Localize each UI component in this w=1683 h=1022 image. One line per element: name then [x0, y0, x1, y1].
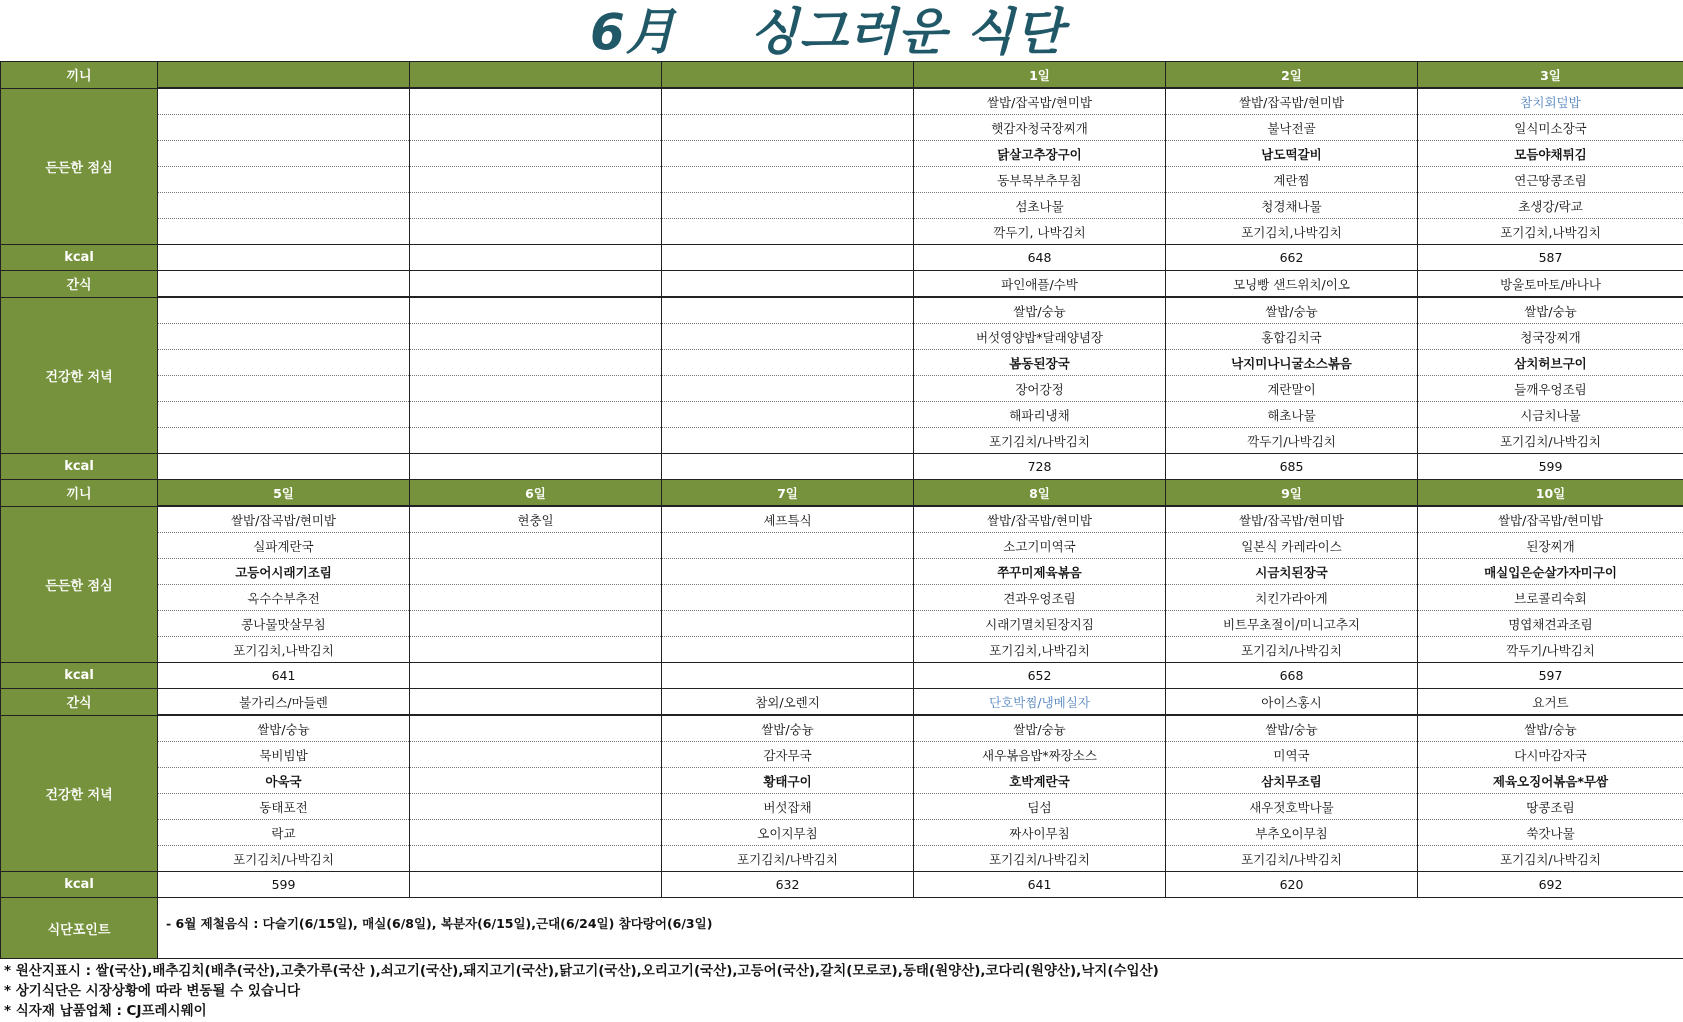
lunch-kcal-value [662, 245, 914, 271]
lunch-menu-item: 소고기미역국 [914, 533, 1166, 559]
table-row [1, 742, 1683, 768]
day-header: 10일 [1418, 480, 1683, 507]
dinner-menu-item [410, 428, 662, 454]
table-row [1, 559, 1683, 585]
lunch-menu-item: 닭살고추장구이 [914, 141, 1166, 167]
dinner-menu-item: 쌀밥/숭늉 [158, 715, 410, 742]
kcal-label: kcal [1, 872, 158, 898]
dinner-menu-item [410, 794, 662, 820]
lunch-menu-item [158, 219, 410, 245]
lunch-kcal-value: 662 [1166, 245, 1418, 271]
dinner-kcal-value [410, 872, 662, 898]
dinner-kcal-value: 728 [914, 454, 1166, 480]
snack-item: 아이스홍시 [1166, 689, 1418, 716]
day-header: 2일 [1166, 62, 1418, 89]
lunch-menu-item: 쌀밥/잡곡밥/현미밥 [914, 88, 1166, 115]
dinner-menu-item: 삼치무조림 [1166, 768, 1418, 794]
lunch-menu-item: 브로콜리숙회 [1418, 585, 1683, 611]
dinner-menu-item: 오이지무침 [662, 820, 914, 846]
dinner-menu-item [158, 402, 410, 428]
lunch-menu-item: 쌀밥/잡곡밥/현미밥 [1418, 506, 1683, 533]
lunch-menu-item: 햇감자청국장찌개 [914, 115, 1166, 141]
table-row [1, 297, 1683, 324]
lunch-menu-item: 남도떡갈비 [1166, 141, 1418, 167]
kcal-label: kcal [1, 454, 158, 480]
dinner-menu-item: 계란말이 [1166, 376, 1418, 402]
lunch-kcal-value [410, 245, 662, 271]
dinner-kcal-value [158, 454, 410, 480]
lunch-menu-item: 동부묵부추무침 [914, 167, 1166, 193]
lunch-menu-item: 옥수수부추전 [158, 585, 410, 611]
dinner-menu-item [158, 297, 410, 324]
day-header: 3일 [1418, 62, 1683, 89]
table-row [1, 794, 1683, 820]
dinner-menu-item [410, 742, 662, 768]
lunch-menu-item [662, 559, 914, 585]
table-row [1, 820, 1683, 846]
dinner-menu-item [662, 402, 914, 428]
dinner-menu-item: 포기김치/나박김치 [1418, 428, 1683, 454]
day-header [662, 62, 914, 89]
day-header: 5일 [158, 480, 410, 507]
lunch-menu-item [662, 219, 914, 245]
dinner-menu-item: 새우젓호박나물 [1166, 794, 1418, 820]
dinner-menu-item: 시금치나물 [1418, 402, 1683, 428]
lunch-kcal-value [158, 245, 410, 271]
dinner-menu-item: 쑥갓나물 [1418, 820, 1683, 846]
dinner-menu-item [662, 376, 914, 402]
lunch-menu-item: 견과우엉조림 [914, 585, 1166, 611]
table-row [1, 428, 1683, 454]
kcal-label: kcal [1, 245, 158, 271]
dinner-menu-item: 장어강정 [914, 376, 1166, 402]
dinner-menu-item [410, 324, 662, 350]
table-row [1, 611, 1683, 637]
lunch-menu-item [410, 637, 662, 663]
table-row [1, 376, 1683, 402]
menu-title [0, 0, 1683, 62]
table-row [1, 245, 1683, 271]
dinner-menu-item: 쌀밥/숭늉 [1166, 297, 1418, 324]
day-header: 8일 [914, 480, 1166, 507]
lunch-menu-item [158, 167, 410, 193]
dinner-kcal-value: 685 [1166, 454, 1418, 480]
dinner-kcal-value: 641 [914, 872, 1166, 898]
dinner-menu-item [158, 350, 410, 376]
dinner-menu-item: 포기김치/나박김치 [1418, 846, 1683, 872]
footnote-line: * 식자재 납품업체 : CJ프레시웨이 [4, 1003, 207, 1019]
table-row [1, 167, 1683, 193]
lunch-menu-item [158, 141, 410, 167]
table-row [1, 402, 1683, 428]
dinner-menu-item [662, 324, 914, 350]
dinner-menu-item: 쌀밥/숭늉 [1166, 715, 1418, 742]
table-row [1, 62, 1683, 89]
lunch-menu-item [158, 88, 410, 115]
dinner-kcal-value [662, 454, 914, 480]
dinner-menu-item: 들깨우엉조림 [1418, 376, 1683, 402]
lunch-menu-item [158, 115, 410, 141]
dinner-menu-item: 락교 [158, 820, 410, 846]
dinner-menu-item: 버섯잡채 [662, 794, 914, 820]
dinner-menu-item: 제육오징어볶음*무쌈 [1418, 768, 1683, 794]
table-row [1, 324, 1683, 350]
lunch-label: 든든한 점심 [1, 506, 158, 663]
lunch-menu-item: 포기김치,나박김치 [158, 637, 410, 663]
lunch-kcal-value: 597 [1418, 663, 1683, 689]
lunch-menu-item: 포기김치,나박김치 [914, 637, 1166, 663]
table-row [1, 480, 1683, 507]
dinner-menu-item [410, 715, 662, 742]
snack-item: 불가리스/마들렌 [158, 689, 410, 716]
lunch-menu-item [410, 219, 662, 245]
dinner-menu-item: 황태구이 [662, 768, 914, 794]
lunch-label: 든든한 점심 [1, 88, 158, 245]
table-row [1, 193, 1683, 219]
dinner-menu-item [662, 350, 914, 376]
table-row [1, 454, 1683, 480]
lunch-kcal-value: 587 [1418, 245, 1683, 271]
dinner-menu-item: 호박계란국 [914, 768, 1166, 794]
lunch-menu-item: 콩나물맛살무침 [158, 611, 410, 637]
lunch-menu-item [410, 141, 662, 167]
lunch-menu-item [410, 88, 662, 115]
dinner-menu-item: 쌀밥/숭늉 [914, 715, 1166, 742]
lunch-menu-item: 실파계란국 [158, 533, 410, 559]
table-row [1, 872, 1683, 898]
lunch-menu-item: 된장찌개 [1418, 533, 1683, 559]
lunch-menu-item: 명엽채견과조림 [1418, 611, 1683, 637]
day-header: 9일 [1166, 480, 1418, 507]
lunch-menu-item: 쭈꾸미제육볶음 [914, 559, 1166, 585]
table-row [1, 637, 1683, 663]
dinner-menu-item [410, 402, 662, 428]
lunch-menu-item: 참치회덮밥 [1418, 88, 1683, 115]
table-row [1, 219, 1683, 245]
dinner-menu-item: 버섯영양밥*달래양념장 [914, 324, 1166, 350]
snack-item [410, 689, 662, 716]
lunch-menu-item: 매실입은순살가자미구이 [1418, 559, 1683, 585]
snack-item: 방울토마토/바나나 [1418, 271, 1683, 298]
dinner-menu-item [410, 297, 662, 324]
dinner-menu-item [158, 324, 410, 350]
dinner-menu-item [410, 768, 662, 794]
dinner-menu-item: 부추오이무침 [1166, 820, 1418, 846]
dinner-menu-item: 청국장찌개 [1418, 324, 1683, 350]
lunch-menu-item: 초생강/락교 [1418, 193, 1683, 219]
snack-item: 파인애플/수박 [914, 271, 1166, 298]
lunch-menu-item [410, 559, 662, 585]
table-row [1, 350, 1683, 376]
dinner-menu-item [410, 376, 662, 402]
dinner-menu-item: 쌀밥/숭늉 [1418, 715, 1683, 742]
lunch-menu-item: 쌀밥/잡곡밥/현미밥 [914, 506, 1166, 533]
dinner-menu-item: 삼치허브구이 [1418, 350, 1683, 376]
dinner-menu-item: 새우볶음밥*짜장소스 [914, 742, 1166, 768]
dinner-menu-item: 포기김치/나박김치 [914, 846, 1166, 872]
dinner-label: 건강한 저녁 [1, 715, 158, 872]
dinner-menu-item: 포기김치/나박김치 [662, 846, 914, 872]
table-row [1, 768, 1683, 794]
title-month: 6月 [590, 3, 677, 61]
lunch-menu-item: 계란찜 [1166, 167, 1418, 193]
menu-point-text: - 6월 제철음식 : 다슬기(6/15일), 매실(6/8일), 복분자(6/15일),근대(6/24일) 참다랑어(6/3일) [158, 898, 1683, 959]
dinner-label: 건강한 저녁 [1, 297, 158, 454]
lunch-menu-item [662, 141, 914, 167]
dinner-kcal-value: 599 [158, 872, 410, 898]
dinner-menu-item [662, 428, 914, 454]
lunch-menu-item: 쌀밥/잡곡밥/현미밥 [1166, 506, 1418, 533]
snack-item [158, 271, 410, 298]
dinner-menu-item: 쌀밥/숭늉 [662, 715, 914, 742]
table-row [1, 689, 1683, 716]
lunch-menu-item: 포기김치/나박김치 [1166, 637, 1418, 663]
dinner-menu-item: 해초나물 [1166, 402, 1418, 428]
lunch-menu-item: 모듬야채튀김 [1418, 141, 1683, 167]
lunch-menu-item: 포기김치,나박김치 [1166, 219, 1418, 245]
dinner-menu-item: 아욱국 [158, 768, 410, 794]
dinner-menu-item [410, 846, 662, 872]
lunch-menu-item [410, 533, 662, 559]
dinner-menu-item: 감자무국 [662, 742, 914, 768]
dinner-menu-item [410, 820, 662, 846]
dinner-kcal-value: 620 [1166, 872, 1418, 898]
lunch-menu-item: 시금치된장국 [1166, 559, 1418, 585]
dinner-menu-item: 묵비빔밥 [158, 742, 410, 768]
snack-item: 모닝빵 샌드위치/이오 [1166, 271, 1418, 298]
dinner-menu-item: 동태포전 [158, 794, 410, 820]
snack-item [410, 271, 662, 298]
lunch-menu-item: 시래기멸치된장지짐 [914, 611, 1166, 637]
dinner-menu-item: 깍두기/나박김치 [1166, 428, 1418, 454]
lunch-menu-item [410, 167, 662, 193]
lunch-menu-item: 쌀밥/잡곡밥/현미밥 [1166, 88, 1418, 115]
dinner-menu-item: 다시마감자국 [1418, 742, 1683, 768]
lunch-menu-item [158, 193, 410, 219]
meal-header-label: 끼니 [1, 62, 158, 89]
lunch-menu-item: 고등어시래기조림 [158, 559, 410, 585]
lunch-menu-item: 셰프특식 [662, 506, 914, 533]
lunch-menu-item [662, 585, 914, 611]
snack-label: 간식 [1, 689, 158, 716]
lunch-menu-item: 불낙전골 [1166, 115, 1418, 141]
table-row [1, 115, 1683, 141]
lunch-menu-item [410, 585, 662, 611]
lunch-menu-item: 섬초나물 [914, 193, 1166, 219]
lunch-kcal-value [662, 663, 914, 689]
menu-point-label: 식단포인트 [1, 898, 158, 959]
dinner-kcal-value: 632 [662, 872, 914, 898]
snack-item: 단호박찜/냉메실자 [914, 689, 1166, 716]
lunch-menu-item [662, 611, 914, 637]
dinner-menu-item [410, 350, 662, 376]
footnote-line: * 상기식단은 시장상황에 따라 변동될 수 있습니다 [4, 983, 301, 999]
day-header: 7일 [662, 480, 914, 507]
kcal-label: kcal [1, 663, 158, 689]
snack-item: 참외/오렌지 [662, 689, 914, 716]
footnote-line: * 원산지표시 : 쌀(국산),배추김치(배추(국산),고춧가루(국산 ),쇠고기(국산),돼지고기(국산),닭고기(국산),오리고기(국산),고등어(국산),갈치(모로코),동태(원양산),코다리(원양산),낙지(수입산) [4, 963, 1159, 979]
lunch-menu-item [662, 637, 914, 663]
lunch-menu-item [662, 88, 914, 115]
dinner-menu-item: 해파리냉채 [914, 402, 1166, 428]
lunch-menu-item [662, 533, 914, 559]
table-row [1, 585, 1683, 611]
lunch-menu-item: 일식미소장국 [1418, 115, 1683, 141]
dinner-menu-item: 포기김치/나박김치 [914, 428, 1166, 454]
weekly-menu-table [0, 61, 1683, 959]
lunch-menu-item: 치킨가라아게 [1166, 585, 1418, 611]
table-row [1, 846, 1683, 872]
day-header: 6일 [410, 480, 662, 507]
lunch-menu-item: 현충일 [410, 506, 662, 533]
lunch-menu-item [410, 611, 662, 637]
dinner-menu-item: 쌀밥/숭늉 [914, 297, 1166, 324]
title-name: 싱그러운 식단 [750, 3, 1065, 61]
lunch-kcal-value [410, 663, 662, 689]
lunch-menu-item: 쌀밥/잡곡밥/현미밥 [158, 506, 410, 533]
dinner-menu-item: 홍합김치국 [1166, 324, 1418, 350]
dinner-kcal-value [410, 454, 662, 480]
lunch-menu-item [662, 167, 914, 193]
dinner-menu-item: 낙지미나니굴소스볶음 [1166, 350, 1418, 376]
dinner-menu-item: 쌀밥/숭늉 [1418, 297, 1683, 324]
table-row [1, 506, 1683, 533]
table-row [1, 141, 1683, 167]
lunch-menu-item [410, 115, 662, 141]
table-row [1, 533, 1683, 559]
table-row [1, 663, 1683, 689]
lunch-kcal-value: 668 [1166, 663, 1418, 689]
meal-header-label: 끼니 [1, 480, 158, 507]
lunch-menu-item: 깍두기, 나박김치 [914, 219, 1166, 245]
dinner-menu-item: 딤섬 [914, 794, 1166, 820]
dinner-menu-item [662, 297, 914, 324]
day-header [158, 62, 410, 89]
snack-item: 요거트 [1418, 689, 1683, 716]
table-row [1, 88, 1683, 115]
dinner-menu-item [158, 376, 410, 402]
lunch-menu-item [410, 193, 662, 219]
lunch-kcal-value: 652 [914, 663, 1166, 689]
dinner-menu-item: 땅콩조림 [1418, 794, 1683, 820]
dinner-kcal-value: 599 [1418, 454, 1683, 480]
lunch-menu-item: 깍두기/나박김치 [1418, 637, 1683, 663]
lunch-menu-item: 일본식 카레라이스 [1166, 533, 1418, 559]
dinner-kcal-value: 692 [1418, 872, 1683, 898]
lunch-menu-item: 연근땅콩조림 [1418, 167, 1683, 193]
lunch-kcal-value: 648 [914, 245, 1166, 271]
lunch-menu-item [662, 115, 914, 141]
day-header: 1일 [914, 62, 1166, 89]
day-header [410, 62, 662, 89]
dinner-menu-item: 봄동된장국 [914, 350, 1166, 376]
snack-item [662, 271, 914, 298]
dinner-menu-item: 짜사이무침 [914, 820, 1166, 846]
lunch-kcal-value: 641 [158, 663, 410, 689]
dinner-menu-item [158, 428, 410, 454]
dinner-menu-item: 포기김치/나박김치 [158, 846, 410, 872]
lunch-menu-item: 비트무초절이/미니고추지 [1166, 611, 1418, 637]
dinner-menu-item: 포기김치/나박김치 [1166, 846, 1418, 872]
table-row [1, 898, 1683, 959]
lunch-menu-item: 청경채나물 [1166, 193, 1418, 219]
table-row [1, 271, 1683, 298]
dinner-menu-item: 미역국 [1166, 742, 1418, 768]
lunch-menu-item: 포기김치,나박김치 [1418, 219, 1683, 245]
table-row [1, 715, 1683, 742]
lunch-menu-item [662, 193, 914, 219]
snack-label: 간식 [1, 271, 158, 298]
